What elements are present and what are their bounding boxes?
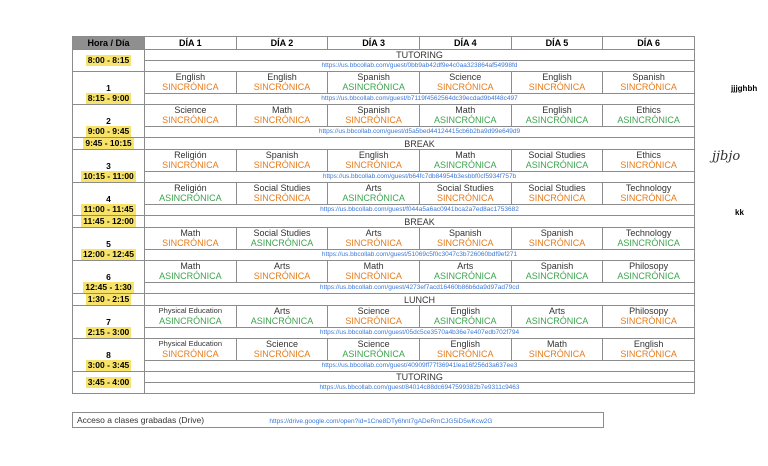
class-cell <box>419 183 511 205</box>
subject-name: Arts <box>365 228 382 238</box>
async-mode-label: ASINCRÓNICA <box>525 160 589 170</box>
class-row <box>73 228 695 250</box>
sync-mode-label: SINCRÓNICA <box>437 349 494 359</box>
signature-scribble: jjbjo <box>712 149 741 164</box>
subject-name: Science <box>357 306 390 316</box>
subject-name: English <box>450 339 481 349</box>
schedule-row-tutoring <box>73 372 695 383</box>
class-cell <box>511 72 603 94</box>
day-header: DÍA 5 <box>511 37 603 50</box>
class-cell <box>511 105 603 127</box>
class-cell <box>419 261 511 283</box>
time-slot <box>73 105 145 138</box>
sync-mode-label: SINCRÓNICA <box>345 316 402 326</box>
class-cell <box>236 72 328 94</box>
subject-name: English <box>450 306 481 316</box>
time-range: 10:15 - 11:00 <box>83 171 134 181</box>
schedule-row-lunch <box>73 294 695 306</box>
subject-name: Technology <box>625 183 672 193</box>
subject-name: Physical Education <box>158 306 223 315</box>
class-cell <box>419 72 511 94</box>
class-cell <box>145 306 237 328</box>
day-header: DÍA 6 <box>603 37 695 50</box>
drive-access-box <box>72 412 604 428</box>
class-link[interactable]: https://us.bbcollab.com/guest/05dc5ce3570a4b36e7e407edb702f794 <box>145 328 695 339</box>
subject-name: Arts <box>273 261 290 271</box>
class-row <box>73 306 695 328</box>
async-mode-label: ASINCRÓNICA <box>250 316 314 326</box>
sync-mode-label: SINCRÓNICA <box>253 193 311 203</box>
class-link[interactable]: https://us.bbcollab.com/guest/51069c5f0c3047c3b726060bdf9ef271 <box>145 250 695 261</box>
link-row <box>73 205 695 216</box>
async-mode-label: ASINCRÓNICA <box>525 115 589 125</box>
async-mode-label: ASINCRÓNICA <box>434 115 497 125</box>
class-link[interactable]: https://us.bbcollab.com/guest/f044a5a6ac0941bca2a7ed8ac1753682 <box>145 205 695 216</box>
sync-mode-label: SINCRÓNICA <box>253 82 311 92</box>
time-slot <box>73 138 145 150</box>
async-mode-label: ASINCRÓNICA <box>617 238 680 248</box>
class-row <box>73 339 695 361</box>
sync-mode-label: SINCRÓNICA <box>162 238 219 248</box>
side-note: jjjghbh <box>731 84 758 93</box>
class-cell <box>419 105 511 127</box>
subject-name: Science <box>449 72 482 82</box>
subject-name: Science <box>174 105 207 115</box>
class-link[interactable]: https://us.bbcollab.com/guest/b64fc7db84954b3esbbf0cf5934f757b <box>145 172 695 183</box>
time-slot <box>73 50 145 72</box>
period-number: 4 <box>106 194 111 204</box>
link-row <box>73 250 695 261</box>
class-cell <box>419 150 511 172</box>
period-label: LUNCH <box>145 294 695 306</box>
subject-name: Social Studies <box>253 228 311 238</box>
async-mode-label: ASINCRÓNICA <box>342 193 405 203</box>
day-header: DÍA 4 <box>419 37 511 50</box>
time-range: 3:00 - 3:45 <box>87 360 130 370</box>
subject-name: English <box>633 339 664 349</box>
time-slot <box>73 261 145 294</box>
time-range: 9:00 - 9:45 <box>87 126 130 136</box>
time-slot <box>73 228 145 261</box>
class-cell <box>145 183 237 205</box>
link-row <box>73 361 695 372</box>
link-row <box>73 127 695 138</box>
class-cell <box>145 105 237 127</box>
period-label: BREAK <box>145 216 695 228</box>
subject-name: Math <box>455 150 476 160</box>
class-cell <box>328 228 420 250</box>
class-row <box>73 72 695 94</box>
class-cell <box>511 228 603 250</box>
class-row <box>73 183 695 205</box>
subject-name: Philosopy <box>629 306 669 316</box>
class-cell <box>145 228 237 250</box>
sync-mode-label: SINCRÓNICA <box>253 160 311 170</box>
subject-name: Social Studies <box>436 183 494 193</box>
sync-mode-label: SINCRÓNICA <box>253 271 311 281</box>
link-row <box>73 61 695 72</box>
time-slot <box>73 372 145 394</box>
sync-mode-label: SINCRÓNICA <box>528 238 586 248</box>
subject-name: Technology <box>625 228 672 238</box>
class-cell <box>603 183 695 205</box>
class-cell <box>236 183 328 205</box>
class-cell <box>236 306 328 328</box>
period-number: 2 <box>106 116 111 126</box>
period-label: TUTORING <box>145 372 695 383</box>
sync-mode-label: SINCRÓNICA <box>162 82 219 92</box>
class-link[interactable]: https://us.bbcollab.com/guest/4273ef7acd16460b86b6da9d97ad79cd <box>145 283 695 294</box>
class-cell <box>236 150 328 172</box>
sync-mode-label: SINCRÓNICA <box>345 271 402 281</box>
class-cell <box>511 306 603 328</box>
subject-name: Social Studies <box>528 150 586 160</box>
time-range: 1:30 - 2:15 <box>87 294 130 304</box>
class-cell <box>419 228 511 250</box>
class-cell <box>145 150 237 172</box>
async-mode-label: ASINCRÓNICA <box>617 271 680 281</box>
sync-mode-label: SINCRÓNICA <box>437 82 494 92</box>
class-cell <box>603 72 695 94</box>
async-mode-label: ASINCRÓNICA <box>434 271 497 281</box>
subject-name: Religión <box>174 150 207 160</box>
async-mode-label: ASINCRÓNICA <box>159 193 222 203</box>
subject-name: Social Studies <box>253 183 311 193</box>
class-cell <box>603 150 695 172</box>
time-range: 3:45 - 4:00 <box>87 377 130 387</box>
day-header: DÍA 2 <box>236 37 328 50</box>
drive-label: Acceso a clases grabadas (Drive) <box>77 415 205 425</box>
time-slot <box>73 306 145 339</box>
sync-mode-label: SINCRÓNICA <box>345 238 402 248</box>
sync-mode-label: SINCRÓNICA <box>437 238 494 248</box>
sync-mode-label: SINCRÓNICA <box>345 160 402 170</box>
period-label: BREAK <box>145 138 695 150</box>
async-mode-label: ASINCRÓNICA <box>434 316 497 326</box>
class-cell <box>328 339 420 361</box>
async-mode-label: ASINCRÓNICA <box>342 82 405 92</box>
subject-name: Physical Education <box>158 339 223 348</box>
subject-name: Spanish <box>357 105 390 115</box>
class-row <box>73 261 695 283</box>
sync-mode-label: SINCRÓNICA <box>437 193 494 203</box>
time-slot <box>73 183 145 216</box>
subject-name: Philosopy <box>629 261 669 271</box>
period-number: 5 <box>106 239 111 249</box>
link-row <box>73 383 695 394</box>
subject-name: Math <box>363 261 384 271</box>
subject-name: English <box>175 72 206 82</box>
sync-mode-label: SINCRÓNICA <box>162 160 219 170</box>
period-number: 7 <box>106 317 111 327</box>
subject-name: English <box>267 72 297 82</box>
schedule-row-break <box>73 138 695 150</box>
schedule-table <box>72 36 695 394</box>
class-cell <box>328 261 420 283</box>
class-link[interactable]: https://us.bbcollab.com/guest/b7119f4562564dc39ecdad9b4f48c497 <box>145 94 695 105</box>
subject-name: Spanish <box>449 228 482 238</box>
class-cell <box>328 306 420 328</box>
time-range: 11:00 - 11:45 <box>83 204 134 214</box>
async-mode-label: ASINCRÓNICA <box>159 271 222 281</box>
subject-name: Arts <box>548 306 565 316</box>
class-row <box>73 150 695 172</box>
subject-name: Science <box>265 339 298 349</box>
class-link[interactable]: https://us.bbcollab.com/guest/d5a5bed44124415cb6b2ba9d99e649d9 <box>145 127 695 138</box>
class-link[interactable]: https://us.bbcollab.com/guest/0bb9ab42df9e4c0aa323864af54998fd <box>145 61 695 72</box>
subject-name: Spanish <box>540 228 574 238</box>
class-cell <box>236 228 328 250</box>
class-cell <box>511 183 603 205</box>
time-range: 8:15 - 9:00 <box>87 93 130 103</box>
link-row <box>73 94 695 105</box>
class-cell <box>328 183 420 205</box>
class-cell <box>511 261 603 283</box>
async-mode-label: ASINCRÓNICA <box>525 271 589 281</box>
subject-name: Arts <box>457 261 474 271</box>
subject-name: Social Studies <box>528 183 586 193</box>
sync-mode-label: SINCRÓNICA <box>528 193 586 203</box>
time-range: 12:00 - 12:45 <box>82 249 135 259</box>
subject-name: Math <box>180 228 201 238</box>
side-note: kk <box>735 208 744 217</box>
sync-mode-label: SINCRÓNICA <box>528 82 586 92</box>
link-row <box>73 283 695 294</box>
class-cell <box>511 339 603 361</box>
schedule-row-break <box>73 216 695 228</box>
subject-name: Spanish <box>540 261 574 271</box>
subject-name: Math <box>271 105 292 115</box>
class-link[interactable]: https://us.bbcollab.com/guest/40909ff77f36941lea16f256d3a637ee3 <box>145 361 695 372</box>
async-mode-label: ASINCRÓNICA <box>250 238 314 248</box>
sync-mode-label: SINCRÓNICA <box>528 349 586 359</box>
class-cell <box>328 72 420 94</box>
subject-name: Ethics <box>636 105 661 115</box>
class-cell <box>603 339 695 361</box>
subject-name: Spanish <box>357 72 390 82</box>
class-cell <box>328 105 420 127</box>
sync-mode-label: SINCRÓNICA <box>620 82 677 92</box>
subject-name: Arts <box>365 183 382 193</box>
async-mode-label: ASINCRÓNICA <box>342 349 405 359</box>
period-number: 1 <box>106 83 111 93</box>
day-header: DÍA 1 <box>145 37 237 50</box>
time-range: 9:45 - 10:15 <box>85 138 132 148</box>
class-link[interactable]: https://us.bbcollab.com/guest/84014c88dc6947599382b7e9311c9463 <box>145 383 695 394</box>
time-slot <box>73 72 145 105</box>
time-range: 12:45 - 1:30 <box>85 282 132 292</box>
async-mode-label: ASINCRÓNICA <box>525 316 589 326</box>
async-mode-label: ASINCRÓNICA <box>159 316 222 326</box>
class-cell <box>603 228 695 250</box>
class-cell <box>236 105 328 127</box>
class-cell <box>511 150 603 172</box>
class-cell <box>145 72 237 94</box>
link-row <box>73 328 695 339</box>
subject-name: English <box>358 150 389 160</box>
subject-name: English <box>542 105 572 115</box>
period-number: 3 <box>106 161 111 171</box>
schedule-row-tutoring <box>73 50 695 61</box>
header-row <box>73 37 695 50</box>
time-range: 11:45 - 12:00 <box>83 216 134 226</box>
class-cell <box>145 339 237 361</box>
sync-mode-label: SINCRÓNICA <box>620 193 677 203</box>
subject-name: Spanish <box>265 150 299 160</box>
link-row <box>73 172 695 183</box>
subject-name: Math <box>180 261 201 271</box>
async-mode-label: ASINCRÓNICA <box>434 160 497 170</box>
class-cell <box>236 339 328 361</box>
subject-name: Science <box>357 339 390 349</box>
sync-mode-label: SINCRÓNICA <box>620 349 677 359</box>
sync-mode-label: SINCRÓNICA <box>620 160 677 170</box>
class-cell <box>603 261 695 283</box>
sync-mode-label: SINCRÓNICA <box>162 349 219 359</box>
day-header: DÍA 3 <box>328 37 420 50</box>
class-cell <box>145 261 237 283</box>
class-cell <box>603 306 695 328</box>
time-slot <box>73 150 145 183</box>
subject-name: Ethics <box>636 150 661 160</box>
subject-name: Arts <box>273 306 290 316</box>
subject-name: Spanish <box>632 72 665 82</box>
time-slot <box>73 294 145 306</box>
subject-name: English <box>542 72 572 82</box>
class-row <box>73 105 695 127</box>
time-slot <box>73 216 145 228</box>
period-number: 8 <box>106 350 111 360</box>
time-range: 2:15 - 3:00 <box>87 327 130 337</box>
corner-header: Hora / Día <box>73 37 145 50</box>
class-cell <box>419 339 511 361</box>
sync-mode-label: SINCRÓNICA <box>345 115 402 125</box>
drive-link[interactable]: https://drive.google.com/open?id=1Cne8DTy6hnt7gADeRmCJG5iD5wKcw2G <box>269 418 493 425</box>
time-slot <box>73 339 145 372</box>
class-cell <box>236 261 328 283</box>
sync-mode-label: SINCRÓNICA <box>253 115 311 125</box>
class-cell <box>603 105 695 127</box>
sync-mode-label: SINCRÓNICA <box>620 316 677 326</box>
class-cell <box>328 150 420 172</box>
class-cell <box>419 306 511 328</box>
sync-mode-label: SINCRÓNICA <box>162 115 219 125</box>
sync-mode-label: SINCRÓNICA <box>253 349 311 359</box>
subject-name: Math <box>455 105 476 115</box>
time-range: 8:00 - 8:15 <box>87 55 130 65</box>
subject-name: Religión <box>174 183 207 193</box>
subject-name: Math <box>546 339 567 349</box>
period-number: 6 <box>106 272 111 282</box>
period-label: TUTORING <box>145 50 695 61</box>
async-mode-label: ASINCRÓNICA <box>617 115 680 125</box>
